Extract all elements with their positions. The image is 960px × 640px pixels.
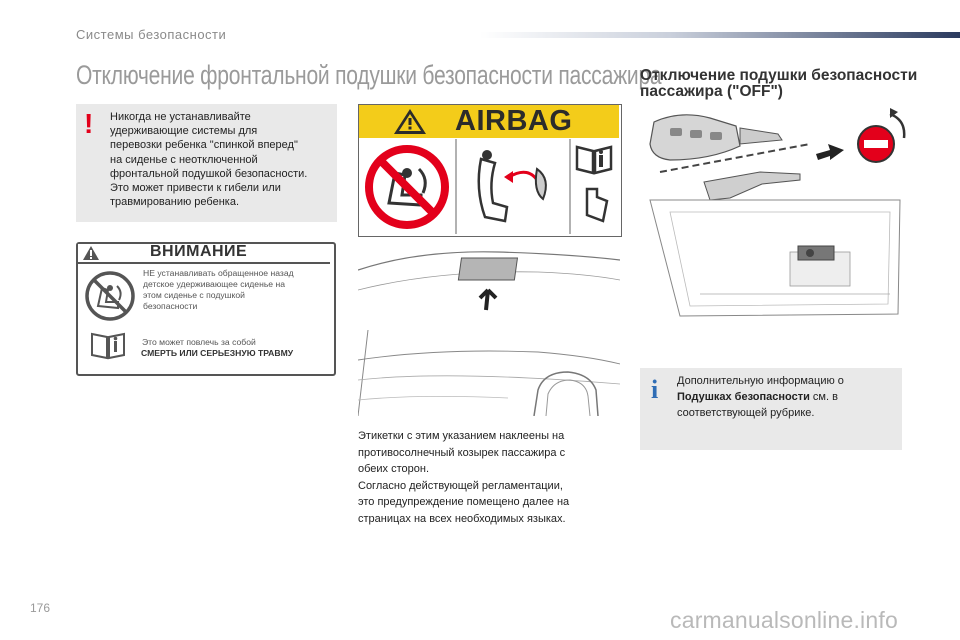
section-title: Системы безопасности — [76, 27, 227, 42]
info-line3: соответствующей рубрике. — [677, 407, 815, 419]
caption-line: это предупреждение помещено далее на — [358, 496, 570, 508]
warning-triangle-icon — [82, 245, 100, 261]
manual-book-icon — [90, 330, 126, 360]
caption-line: страницах на всех необходимых языках. — [358, 512, 566, 525]
right-title-line1: Отключение подушки безопасности — [640, 67, 918, 84]
warning-text — [110, 110, 334, 209]
caption-line: обеих сторон. — [358, 463, 430, 475]
airbag-switch-icon — [858, 108, 904, 162]
vnimanie-line: этом сиденье с подушкой — [143, 290, 245, 300]
page-number: 176 — [30, 601, 51, 615]
caption-line: Этикетки с этим указанием наклеены на — [358, 430, 565, 442]
info-line1: Дополнительную информацию о — [677, 375, 844, 387]
vnimanie-sub: Это может повлечь за собой — [142, 337, 256, 347]
warning-line: перевозки ребенка "спинкой вперед" — [110, 139, 298, 152]
warning-triangle-icon — [393, 108, 427, 135]
warning-line: удерживающие системы для — [110, 125, 258, 138]
warning-line: на сиденье с неотключенной — [110, 153, 258, 166]
caption-line: Согласно действующей регламентации, — [358, 479, 563, 492]
watermark: carmanualsonline.info — [670, 607, 898, 633]
warning-line: фронтальной подушкой безопасности. — [110, 167, 308, 180]
car-caption — [358, 428, 620, 527]
caption-line: противосолнечный козырек пассажира с — [358, 446, 566, 459]
vnimanie-line: НЕ устанавливать обращенное назад — [143, 268, 294, 278]
airbag-switch-illustration — [640, 104, 930, 354]
airbag-reference-link: Подушках безопасности — [677, 391, 810, 403]
vnimanie-line: безопасности — [143, 301, 198, 311]
info-text — [677, 373, 897, 421]
right-section-title — [640, 68, 940, 100]
vnimanie-bold: СМЕРТЬ ИЛИ СЕРЬЕЗНУЮ ТРАВМУ — [141, 348, 294, 358]
vnimanie-text — [143, 268, 331, 312]
sun-visor-illustration — [358, 240, 620, 416]
arrow-icon — [816, 144, 844, 160]
no-child-seat-icon — [369, 149, 445, 225]
info-line2 — [677, 389, 897, 405]
airbag-word: AIRBAG — [455, 105, 573, 137]
manual-book-icon — [577, 147, 611, 221]
vnimanie-line: детское удерживающее сиденье на — [143, 279, 286, 289]
exclamation-icon: ! — [84, 108, 94, 139]
no-child-seat-icon — [84, 270, 136, 322]
airbag-pictograms — [359, 139, 619, 234]
vnimanie-title: ВНИМАНИЕ — [150, 243, 248, 260]
header-bar — [480, 32, 960, 38]
warning-line: Это может привести к гибели или — [110, 182, 281, 195]
info-icon: i — [651, 375, 659, 404]
right-title-line2: пассажира ("OFF") — [640, 83, 783, 100]
seat-airbag-icon — [479, 150, 546, 221]
info-line2-rest: см. в — [809, 391, 838, 403]
warning-line: Никогда не устанавливайте — [110, 111, 251, 123]
glove-box — [650, 200, 900, 316]
warning-line: травмированию ребенка. — [110, 196, 240, 209]
page-title: Отключение фронтальной подушки безопасности пассажира — [76, 60, 662, 90]
